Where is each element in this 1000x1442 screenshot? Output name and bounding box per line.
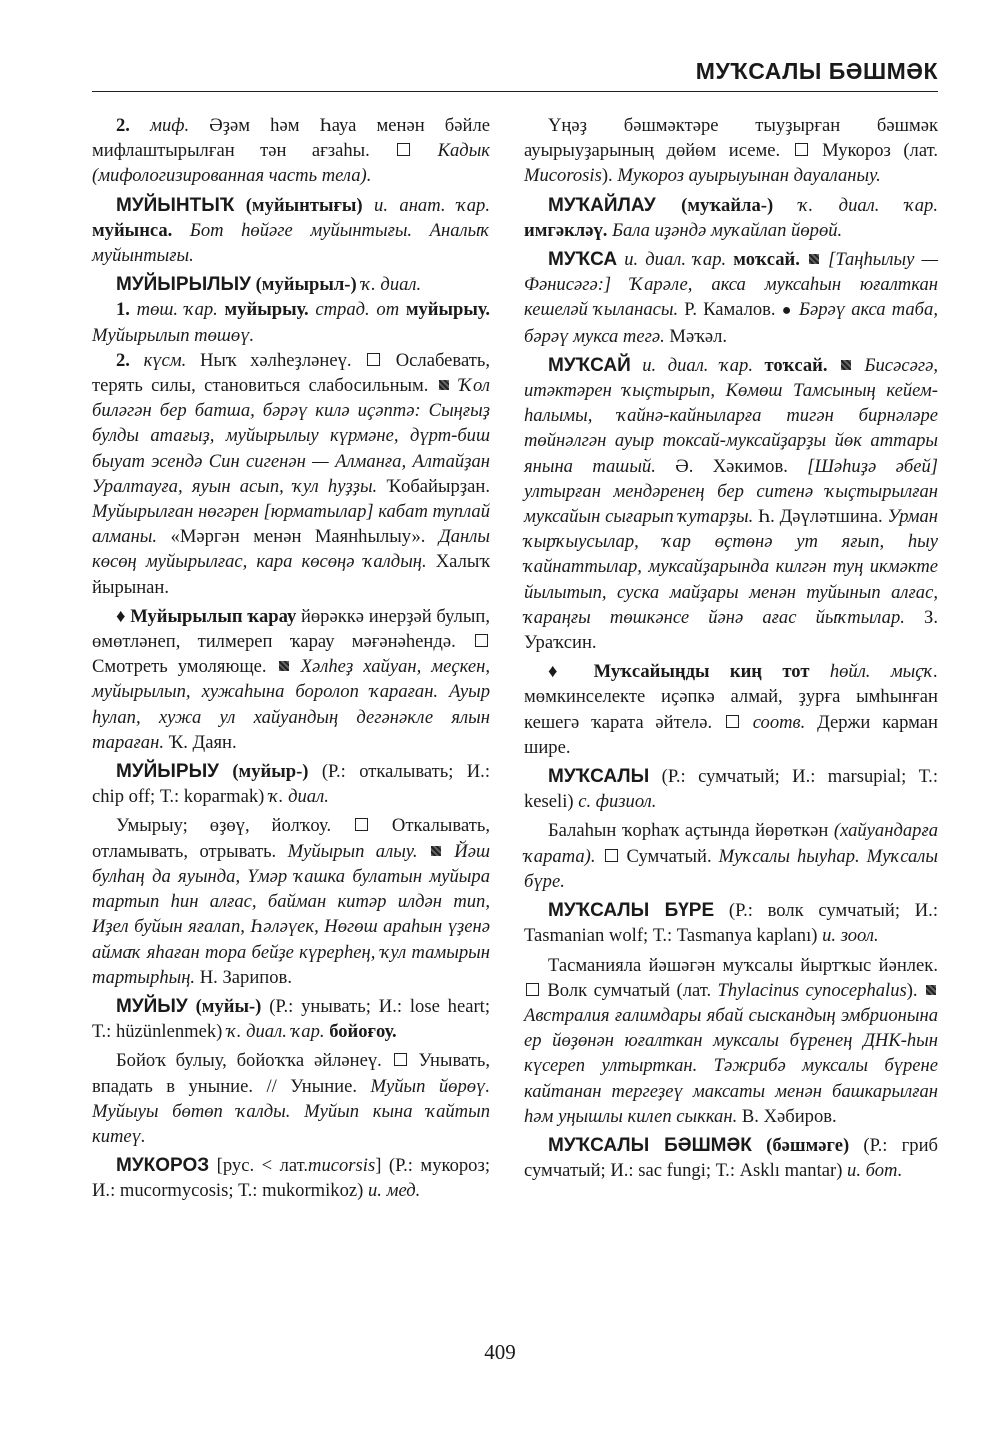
- sense-number: 2.: [116, 349, 130, 371]
- form: (муйырыл-): [255, 274, 357, 296]
- gram-label: төш. ҡар.: [136, 299, 218, 321]
- gram-label: и. бот.: [847, 1160, 903, 1182]
- gram-label: и. мед.: [367, 1180, 421, 1202]
- quotation-marker-icon: [926, 985, 936, 995]
- quotation-source: Халыҡ йырынан.: [92, 551, 491, 598]
- translation-marker-icon: [394, 1053, 407, 1066]
- entry-sense: [92, 113, 490, 189]
- entry-body: [92, 1048, 490, 1149]
- quotation-marker-icon: [841, 360, 851, 370]
- definition: Ныҡ хәлһеҙләнеү.: [199, 349, 352, 371]
- quotation: Хәлһеҙ хайуан, меҫкен, муйырылып, хужаһына боролоп ҡараған. Ауыр һулап, хужа ул хайуандың дегәнәкле ялын тараған.: [92, 656, 491, 753]
- right-column: [524, 113, 938, 1183]
- example: Муҡсалы һыуһар. Муҡсалы бүре.: [524, 845, 938, 892]
- definition: Бойоҡ булыу, бойоҡҡа әйләнеү.: [116, 1050, 382, 1072]
- gram-label: һөйл. мыҫҡ.: [829, 661, 938, 683]
- page-number: 409: [484, 1340, 516, 1364]
- russian-translation: Кадык (мифологизированная часть тела).: [92, 140, 490, 187]
- quotation-marker-icon: [431, 846, 441, 856]
- form: (муйы-): [195, 995, 262, 1017]
- quotation-source: Н. Зарипов.: [199, 966, 292, 988]
- gram-label: и. диал. ҡар.: [642, 354, 753, 376]
- headword: МУЙЫРЫУ: [116, 761, 219, 783]
- entry-sense: [92, 297, 490, 347]
- sense-number: 2.: [116, 115, 130, 136]
- headword: МУЙЫРЫЛЫУ: [116, 274, 251, 296]
- entry-body: [524, 953, 938, 1129]
- cross-reference: муйырыу.: [224, 299, 309, 321]
- equivalents: (Р.: сумчатый; И.: marsupial; Т.: keseli): [524, 766, 938, 813]
- idiom-headword: Муҡсайыңды киң тот: [593, 661, 810, 683]
- gram-label: страд. от: [315, 299, 400, 321]
- example: Муйырылып төшөү.: [92, 324, 255, 346]
- entry: [92, 759, 490, 809]
- headword: МУҠСАЛЫ: [548, 766, 650, 788]
- headword: МУҠСАЛЫ БӘШМӘК: [548, 1134, 752, 1156]
- gram-label: ҡ. диал. ҡар.: [798, 194, 938, 216]
- etymology-latin: mucorsis: [308, 1155, 376, 1177]
- gram-label: и. диал. ҡар.: [624, 249, 727, 271]
- quotation-source: Ҡ. Даян.: [168, 731, 237, 753]
- russian-translation: Ослабевать, терять силы, становиться слабосильным.: [92, 349, 490, 397]
- definition: Тасманияла йәшәгән муҡсалы йыртҡыс йәнлек.: [548, 954, 938, 976]
- translation-marker-icon: [367, 353, 380, 366]
- quotation-marker-icon: [279, 661, 289, 671]
- translation-marker-icon: [726, 715, 739, 728]
- headword: МУҠСАЙ: [548, 354, 631, 376]
- quotation: Йәш булһаң да яуында, Үмәр ҡашка булатын муйыра тартып һин алғас, байман китәр илдән тип, Иҙел буйын яғалап, Һәләүек, Нөгөш араһын үҙенә аймаҡ яһаған тора бейҙе күрерһең, ҡул тамырын тартырһың.: [92, 840, 491, 988]
- diamond-icon: ♦: [116, 605, 126, 627]
- quotation: [Таңһылыу — Фәнисәгә:] Ҡарәле, акса муксаһын юғалткан кешеләй ҡыланасы.: [524, 249, 938, 321]
- quotation: Урман ҡырҡыусылар, ҡар өҫтөнә ут яғып, һыу ҡайнаттылар, муксайҙарында килгән туң икмәкте йылытып, суска майҙары менән туйынып алғас, ҡараңғы төшкәнсе йәнә ағас йыҡтылар.: [524, 506, 938, 628]
- example: Бот һөйәге муйынтығы. Аналыҡ муйынтығы.: [92, 219, 490, 267]
- translation-marker-icon: [475, 634, 488, 647]
- idiom: [524, 659, 938, 760]
- latin-name: Thylacinus cynocephalus: [717, 979, 907, 1001]
- russian-translation: Смотреть умоляюще.: [92, 656, 267, 678]
- equivalents: (Р.: унывать; И.: lose heart; Т.: hüzünlenmek): [92, 995, 490, 1043]
- translation-marker-icon: [355, 818, 368, 831]
- translation-marker-icon: [397, 143, 410, 156]
- example: Мукороз ауырыуынан дауаланыу.: [617, 165, 881, 187]
- entry: [524, 764, 938, 814]
- headword: МУҠСАЛЫ БҮРЕ: [548, 900, 715, 922]
- cross-reference: муйынса.: [92, 219, 173, 241]
- quotation-marker-icon: [439, 380, 449, 390]
- equivalents: (Р.: откалывать; И.: chip off; Т.: koparmak): [92, 761, 490, 808]
- headword: МУКОРОЗ: [116, 1155, 210, 1177]
- quotation-source: В. Хәбиров.: [741, 1105, 837, 1127]
- idiom: [92, 604, 490, 755]
- page-header: [92, 58, 938, 92]
- bullet-icon: ●: [781, 302, 793, 320]
- entry: [92, 1153, 490, 1203]
- equivalents: (Р.: мукороз; И.: mucormycosis; Т.: mukormikoz): [92, 1155, 490, 1202]
- quotation-source: З. Ураҡсин.: [524, 606, 938, 654]
- gram-label: ҡ. диал.: [361, 274, 422, 296]
- russian-translation: Откалывать, отламывать, отрывать.: [92, 815, 490, 862]
- quotation-source: Мәҡәл.: [669, 325, 728, 347]
- russian-translation: Волк сумчатый (лат.: [547, 979, 712, 1001]
- entry: [92, 994, 490, 1044]
- translation-marker-icon: [605, 849, 618, 862]
- form: (муйыр-): [232, 761, 309, 783]
- etymology: ]: [375, 1155, 382, 1177]
- cross-reference: моҡсай.: [733, 249, 800, 271]
- quotation: Бисәсәгә, итәктәрен ҡыҫтырып, Көмөш Тамсының кейем-һалымы, ҡайнә-кайныларға тигән бирнәләре төйнәлгән ауыр токсай-муксайҙарҙы йөк аттары янына ташый.: [524, 354, 938, 477]
- cross-reference: муйырыу.: [405, 299, 490, 321]
- gram-label: и. зоол.: [822, 925, 879, 947]
- quotation: Австралия ғалимдары ябай сыскандың эмбрионына ер йөҙөнән юғалткан муксалы бүренең ДНК-һын күсереп ултырткан. Тәжрибә муксалы бүрене кайтанан тергеҙеү максаты менән башкарылған һәм уңышлы килеп сыккан.: [524, 1004, 938, 1127]
- entry: [524, 193, 938, 243]
- proverb: Бәрәү акса таба, бәрәү мукса тегә.: [524, 299, 938, 347]
- entry: [524, 1133, 938, 1183]
- equivalents: (Р.: гриб сумчатый; И.: sac fungi; Т.: Asklı mantar): [524, 1134, 938, 1182]
- headword: МУЙЫУ: [116, 995, 188, 1017]
- russian-translation: Унывать, впадать в уныние. // Уныние.: [92, 1050, 491, 1097]
- definition: Үңәҙ бәшмәктәре тыуҙырған бәшмәк ауырыуҙарының дөйөм исеме.: [524, 115, 938, 162]
- russian-translation: Мукороз (лат.: [822, 140, 938, 162]
- entry-body: [524, 818, 938, 894]
- quotation-source: Ҡобайырҙан.: [386, 475, 490, 497]
- example: Муйырып алыу.: [287, 840, 418, 862]
- headword: МУҠАЙЛАУ: [548, 194, 656, 216]
- quotation-source: Һ. Дәүләтшина.: [758, 506, 883, 528]
- quotation: Ҡол биләгән бер батша, бәрәү килә иҫәптә: Сыңғыҙ булды атағыҙ, муйырылыу күрмәне, дүрт-биш быуат эсендә Син сигенән — Алманға, Алтайҙан Уралтауға, яуын асып, ҡул һуҙҙы.: [92, 375, 490, 497]
- form: (бәшмәге): [766, 1134, 850, 1156]
- russian-translation: ).: [601, 165, 613, 187]
- definition: Балаһын ҡорһаҡ аҫтында йөрөткән: [548, 820, 829, 842]
- translation-marker-icon: [795, 143, 808, 156]
- form: (муйынтығы): [245, 194, 363, 216]
- quotation-marker-icon: [809, 254, 819, 264]
- entry: [92, 193, 490, 269]
- translation-marker-icon: [526, 983, 539, 996]
- quotation-source: Р. Камалов.: [684, 299, 776, 321]
- headword: МУҠСА: [548, 249, 618, 271]
- definition: йөрәккә инерҙәй булып, өмөтләнеп, тилмереп ҡарау мәғәнәһендә.: [92, 605, 491, 653]
- russian-translation: Держи карман шире.: [524, 711, 938, 758]
- quotation-source: Ә. Хәкимов.: [675, 455, 788, 477]
- definition-note: (хайуандарға ҡарата).: [524, 820, 938, 867]
- gram-label: ҡ. диал. ҡар.: [226, 1021, 325, 1043]
- gram-label: ҡ. диал.: [268, 786, 329, 808]
- example: Бала иҙәндә муҡайлап йөрөй.: [612, 219, 843, 241]
- example: Муйып йөрөү. Муйыуы бөтөп ҡалды. Муйып кына ҡайтып китеү.: [92, 1075, 490, 1147]
- cross-reference: тоҡсай.: [764, 354, 828, 376]
- idiom-headword: Муйырылып ҡарау: [130, 605, 297, 627]
- gram-label: соотв.: [752, 711, 806, 733]
- quotation-source: «Мәргән менән Маянһылыу».: [170, 526, 426, 548]
- russian-translation: Сумчатый.: [626, 845, 712, 867]
- entry: [524, 353, 938, 655]
- definition: Әҙәм һәм Һауа менән бәйле мифлаштырылған тән ағзаһы.: [92, 115, 490, 162]
- entry-body: [92, 813, 490, 989]
- gram-label: миф.: [150, 115, 190, 136]
- definition: Умырыу; өҙөү, йолҡоу.: [116, 815, 332, 837]
- entry-body: [524, 113, 938, 189]
- form: (муҡайла-): [681, 194, 774, 216]
- gram-label: с. физиол.: [578, 791, 657, 813]
- entry: [524, 247, 938, 349]
- running-head: МУҠСАЛЫ БӘШМӘК: [695, 58, 938, 84]
- sense-number: 1.: [116, 299, 130, 321]
- diamond-icon: ♦: [548, 661, 574, 683]
- equivalents: (Р.: волк сумчатый; И.: Tasmanian wolf; Т.: Tasmanya kaplanı): [524, 900, 938, 947]
- gram-label: күсм.: [143, 349, 187, 371]
- entry-sense: [92, 348, 490, 600]
- left-column: [92, 113, 490, 1204]
- cross-reference: имгәкләү.: [524, 219, 608, 241]
- cross-reference: бойоғоу.: [329, 1021, 397, 1043]
- etymology: [рус. < лат.: [216, 1155, 309, 1177]
- russian-translation: ).: [906, 979, 918, 1001]
- headword: МУЙЫНТЫҠ: [116, 194, 235, 216]
- latin-name: Mucorosis: [524, 165, 602, 187]
- gram-label: и. анат. ҡар.: [374, 194, 490, 216]
- quotation: [Шәһиҙә әбей] ултырған мендәренең бер ситенә ҡыҫтырылған муксайын сығарып ҡутарҙы.: [524, 455, 938, 528]
- quotation: Данлы көсөң муйырылғас, кара көсөңә ҡалдың.: [92, 526, 490, 573]
- entry: [92, 272, 490, 297]
- entry: [524, 898, 938, 948]
- definition: мөмкинселекте иҫәпкә алмай, ҙурға ымһынған кешегә ҡарата әйтелә.: [524, 686, 938, 733]
- quotation: Муйырылған нөгәрен [юрматылар] кабат туплай алманы.: [92, 501, 490, 548]
